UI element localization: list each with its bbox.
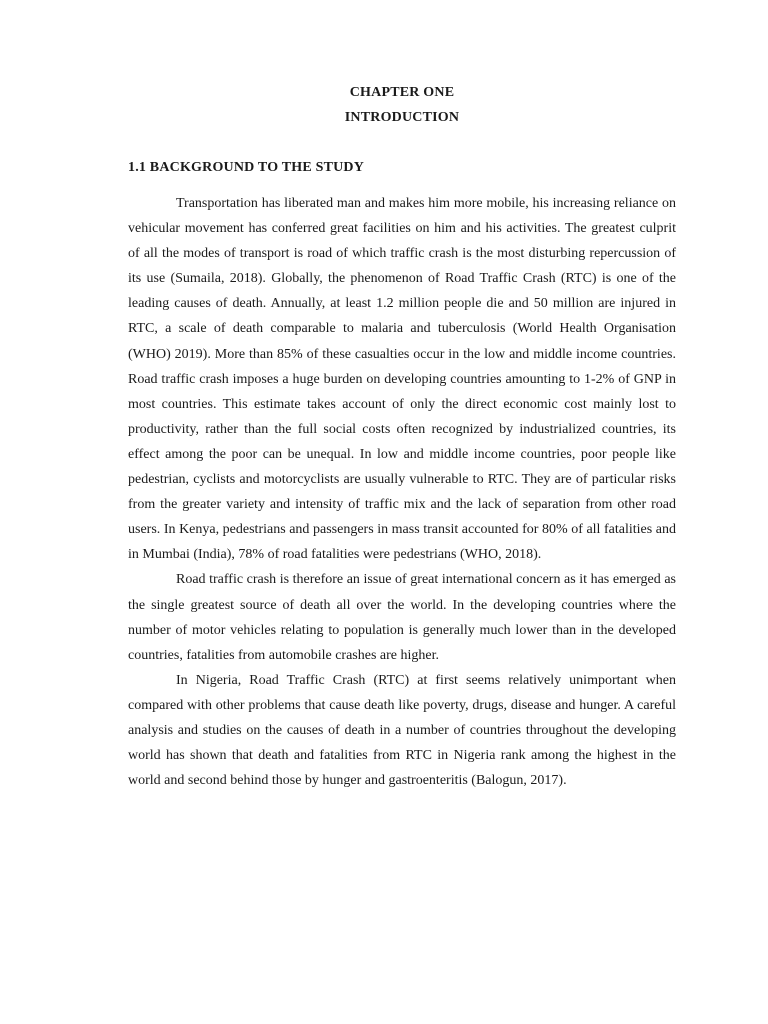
chapter-title: INTRODUCTION [344, 110, 460, 125]
paragraph-3: In Nigeria, Road Traffic Crash (RTC) at first seems relatively unimportant when compared with other problems that cause death like poverty, drugs, disease and hunger. A careful analysis and studies on the causes of death in a number of countries throughout the developing world has shown that death and fatalities from RTC in Nigeria rank among the highest in the world and second behind those by hunger and gastroenteritis (Balogun, 2017). [128, 672, 676, 789]
paragraph-2: Road traffic crash is therefore an issue of great international concern as it has emerged as the single greatest source of death all over the world. In the developing countries where the number of motor vehicles relating to population is generally much lower than in the developed countries, fatalities from automobile crashes are higher. [128, 572, 676, 663]
section-heading: 1.1 BACKGROUND TO THE STUDY [128, 160, 365, 175]
chapter-label: CHAPTER ONE [349, 85, 455, 100]
paragraph-1: Transportation has liberated man and makes him more mobile, his increasing reliance on vehicular movement has conferred great facilities on him and his activities. The greatest culprit of all the modes of transport is road of which traffic crash is the most disturbing repercussion of its use (Sumaila, 2018). Globally, the phenomenon of Road Traffic Crash (RTC) is one of the leading causes of death. Annually, at least 1.2 million people die and 50 million are injured in RTC, a scale of death comparable to malaria and tuberculosis (World Health Organisation (WHO) 2019). More than 85% of these casualties occur in the low and middle income countries. Road traffic crash imposes a huge burden on developing countries amounting to 1-2% of GNP in most countries. This estimate takes account of only the direct economic cost mainly lost to productivity, rather than the full social costs often recognized by industrialized countries, its effect among the poor can be unequal. In low and middle income countries, poor people like pedestrian, cyclists and motorcyclists are usually vulnerable to RTC. They are of particular risks from the greater variety and intensity of traffic mix and the lack of separation from other road users. In Kenya, pedestrians and passengers in mass transit accounted for 80% of all fatalities and in Mumbai (India), 78% of road fatalities were pedestrians (WHO, 2018). [128, 196, 676, 563]
body-text [128, 191, 676, 793]
